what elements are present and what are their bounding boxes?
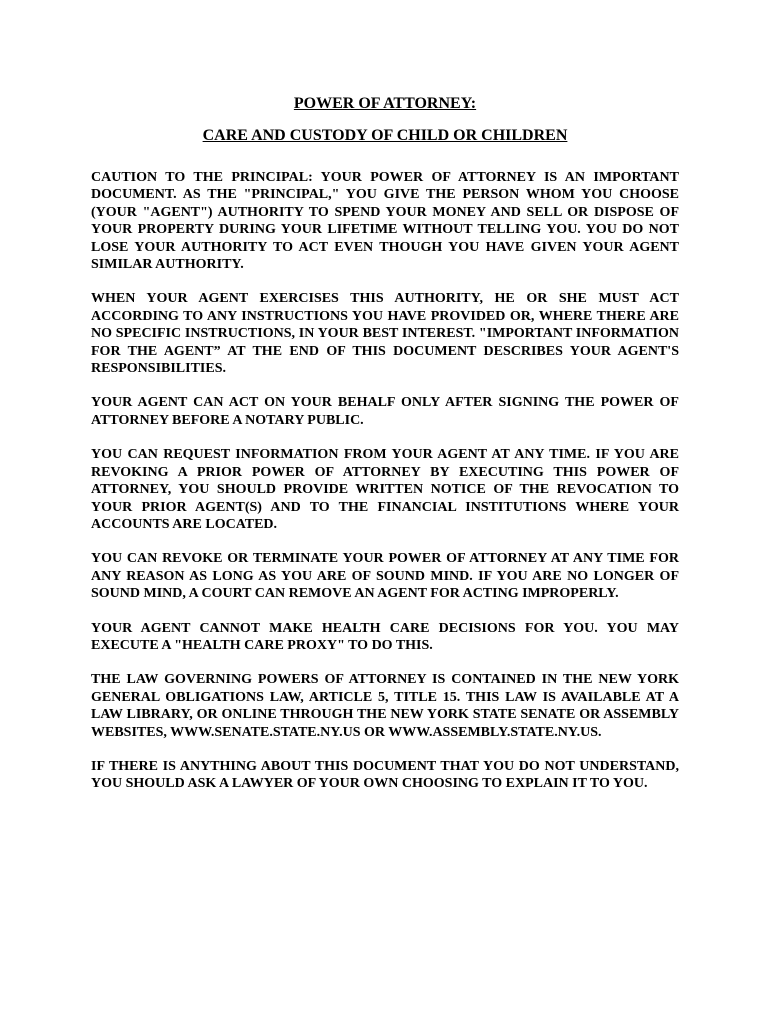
paragraph-health-care: YOUR AGENT CANNOT MAKE HEALTH CARE DECISIONS FOR YOU. YOU MAY EXECUTE A "HEALTH CARE PROXY" TO DO THIS. [91,620,679,653]
paragraph-caution: CAUTION TO THE PRINCIPAL: YOUR POWER OF ATTORNEY IS AN IMPORTANT DOCUMENT. AS THE "PRINCIPAL," YOU GIVE THE PERSON WHOM YOU CHOOSE (YOUR "AGENT") AUTHORITY TO SPEND YOUR MONEY AND SELL OR DISPOSE OF YOUR PROPERTY DURING YOUR LIFETIME WITHOUT TELLING YOU. YOU DO NOT LOSE YOUR AUTHORITY TO ACT EVEN THOUGH YOU HAVE GIVEN YOUR AGENT SIMILAR AUTHORITY. [91,170,679,273]
paragraph-ask-lawyer: IF THERE IS ANYTHING ABOUT THIS DOCUMENT THAT YOU DO NOT UNDERSTAND, YOU SHOULD ASK A LAWYER OF YOUR OWN CHOOSING TO EXPLAIN IT TO YOU. [91,758,679,792]
paragraph-governing-law: THE LAW GOVERNING POWERS OF ATTORNEY IS CONTAINED IN THE NEW YORK GENERAL OBLIGATIONS LAW, ARTICLE 5, TITLE 15. THIS LAW IS AVAILABLE AT A LAW LIBRARY, OR ONLINE THROUGH THE NEW YORK STATE SENATE OR ASSEMBLY WEBSITES, WWW.SENATE.STATE.NY.US OR WWW.ASSEMBLY.STATE.NY.US. [91,672,679,740]
caution-section [91,169,679,793]
paragraph-notary: YOUR AGENT CAN ACT ON YOUR BEHALF ONLY AFTER SIGNING THE POWER OF ATTORNEY BEFORE A NOTARY PUBLIC. [91,395,679,428]
paragraph-agent-authority: WHEN YOUR AGENT EXERCISES THIS AUTHORITY, HE OR SHE MUST ACT ACCORDING TO ANY INSTRUCTIONS YOU HAVE PROVIDED OR, WHERE THERE ARE NO SPECIFIC INSTRUCTIONS, IN YOUR BEST INTEREST. "IMPORTANT INFORMATION FOR THE AGENT” AT THE END OF THIS DOCUMENT DESCRIBES YOUR AGENT'S RESPONSIBILITIES. [91,291,679,377]
paragraph-revoke: YOU CAN REVOKE OR TERMINATE YOUR POWER OF ATTORNEY AT ANY TIME FOR ANY REASON AS LONG AS YOU ARE OF SOUND MIND. IF YOU ARE NO LONGER OF SOUND MIND, A COURT CAN REMOVE AN AGENT FOR ACTING IMPROPERLY. [91,551,679,602]
document-subtitle: CARE AND CUSTODY OF CHILD OR CHILDREN [202,127,568,144]
paragraph-request-information: YOU CAN REQUEST INFORMATION FROM YOUR AGENT AT ANY TIME. IF YOU ARE REVOKING A PRIOR POWER OF ATTORNEY BY EXECUTING THIS POWER OF ATTORNEY, YOU SHOULD PROVIDE WRITTEN NOTICE OF THE REVOCATION TO YOUR PRIOR AGENT(S) AND TO THE FINANCIAL INSTITUTIONS WHERE YOUR ACCOUNTS ARE LOCATED. [91,447,679,532]
document-page [91,94,679,810]
document-title: POWER OF ATTORNEY: [293,95,477,112]
